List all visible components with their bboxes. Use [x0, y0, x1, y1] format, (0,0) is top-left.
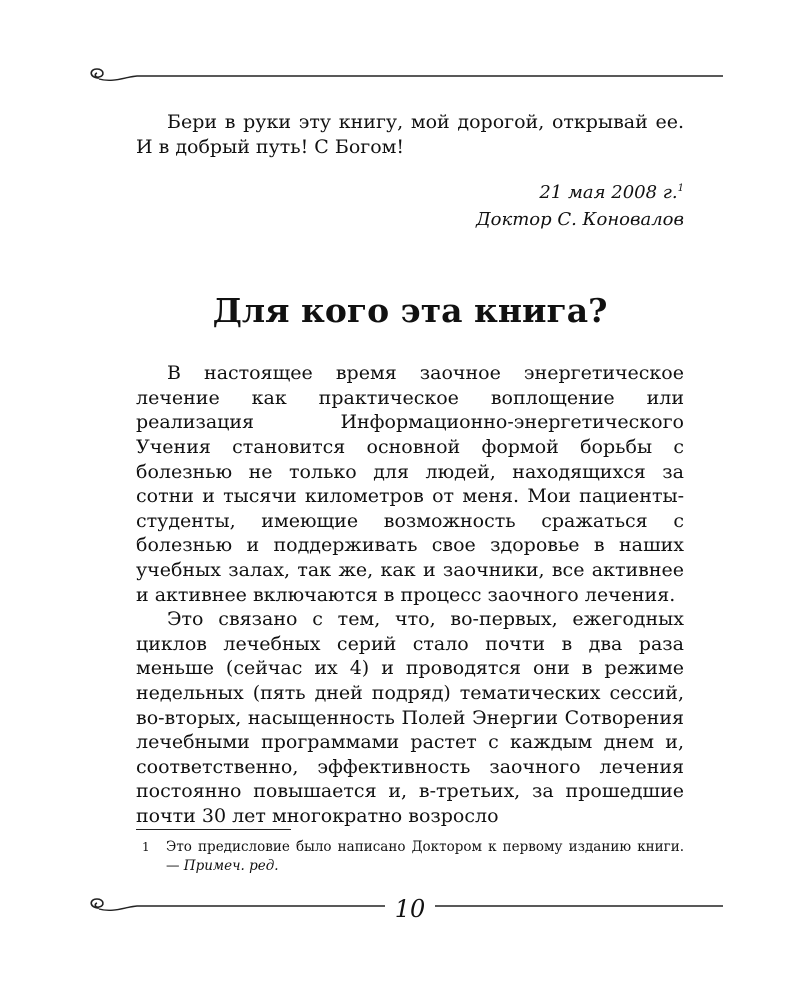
footnote-number: 1 [142, 840, 150, 854]
signature-author: Доктор С. Коновалов [475, 209, 684, 231]
footnote-text: Это предисловие было написано Доктором к первому изданию книги. — [166, 839, 684, 874]
footnote-rule [136, 829, 291, 830]
page-number: 10 [385, 895, 435, 923]
footnote [136, 838, 684, 876]
signature-date-line [136, 175, 684, 206]
page-content [136, 110, 684, 828]
footnote-marker: 1 [677, 183, 684, 195]
footnote-editor-note: Примеч. ред. [183, 858, 279, 874]
signature-block [136, 175, 684, 233]
section-heading: Для кого эта книга? [212, 291, 608, 331]
footnote-text-block [166, 838, 684, 876]
body-paragraph: В настоящее время заочное энергетическое лечение как практическое воплощение или реализация Информационно-энергетического Учения становится основной формой борьбы с болезнью не только для людей, находящихся за сотни и тысячи километров от меня. Мои пациенты-студенты, имеющие возможность сражаться с болезнью и поддерживать свое здоровье в наших учебных залах, так же, как и заочники, все активнее и активнее включаются в процесс заочного лечения. [136, 362, 684, 606]
signature-date: 21 мая 2008 г. [539, 182, 678, 204]
body-paragraph: Это связано с тем, что, во-первых, ежегодных циклов лечебных серий стало почти в два раза меньше (сейчас их 4) и проводятся они в режиме недельных (пять дней подряд) тематических сессий, во-вторых, насыщенность Полей Энергии Сотворения лечебными программами растет с каждым днем и, соответственно, эффективность заочного лечения постоянно повышается и, в-третьих, за прошедшие почти 30 лет многократно возросло [136, 608, 684, 827]
top-ornament-divider [85, 66, 725, 90]
closing-paragraph: Бери в руки эту книгу, мой дорогой, открывай ее. И в добрый путь! С Богом! [136, 111, 684, 158]
